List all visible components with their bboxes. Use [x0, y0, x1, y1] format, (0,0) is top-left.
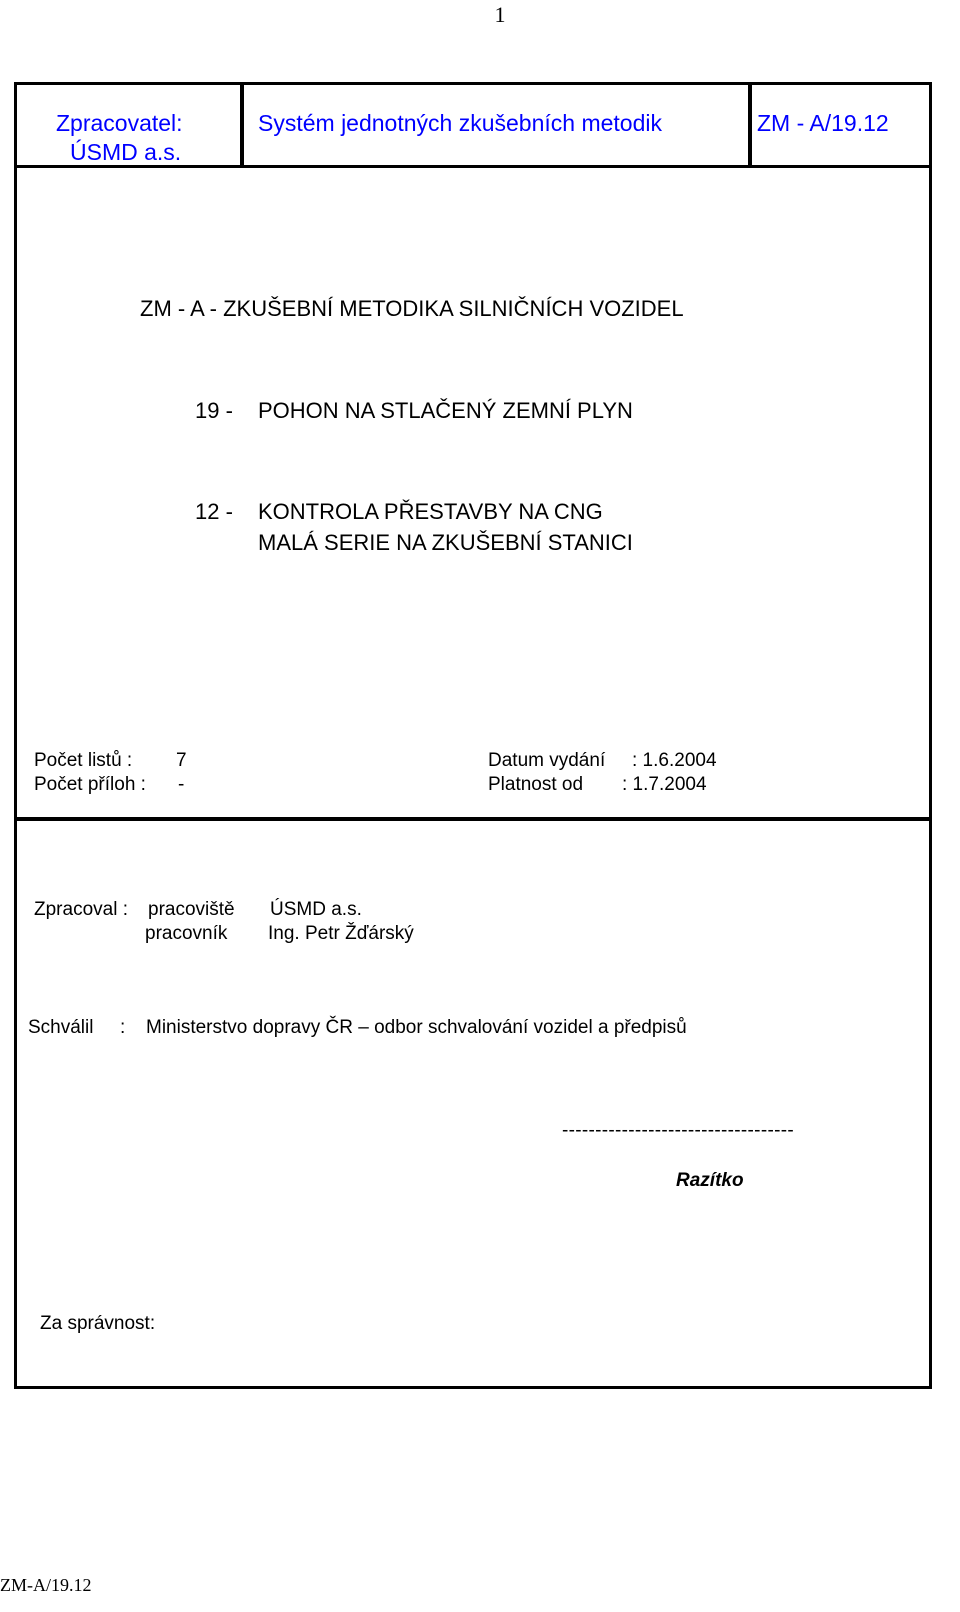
stamp-label: Razítko [676, 1170, 744, 1191]
header-document-code: ZM - A/19.12 [757, 110, 889, 136]
correctness-label: Za správnost: [40, 1313, 156, 1334]
section-number: 12 - [195, 499, 233, 524]
issue-date-label: Datum vydání [488, 750, 606, 771]
sheet-count-value: 7 [176, 750, 187, 771]
header-divider-left [240, 82, 244, 168]
page-number: 1 [494, 2, 506, 27]
worker-value: Ing. Petr Žďárský [268, 923, 414, 944]
worker-label: pracovník [145, 923, 228, 944]
attachment-count-label: Počet příloh : [34, 774, 146, 795]
sheet-count-label: Počet listů : [34, 750, 133, 771]
document-title: ZM - A - ZKUŠEBNÍ METODIKA SILNIČNÍCH VOZIDEL [140, 296, 684, 321]
approved-by-value: Ministerstvo dopravy ČR – odbor schvalování vozidel a předpisů [146, 1017, 687, 1038]
subtitle-number: 19 - [195, 398, 233, 423]
issue-date-value: : 1.6.2004 [632, 750, 717, 771]
section-divider [14, 817, 932, 821]
workplace-label: pracoviště [148, 899, 235, 920]
signature-line: ----------------------------------- [562, 1120, 794, 1141]
header-divider-right [748, 82, 752, 168]
approved-by-label: Schválil [28, 1017, 94, 1038]
valid-from-value: : 1.7.2004 [622, 774, 707, 795]
header-system-title: Systém jednotných zkušebních metodik [258, 110, 662, 136]
header-author-name: ÚSMD a.s. [70, 139, 182, 165]
header-author-label: Zpracovatel: [56, 110, 183, 136]
section-title-line1: KONTROLA PŘESTAVBY NA CNG [258, 499, 603, 524]
valid-from-label: Platnost od [488, 774, 584, 795]
approved-by-colon: : [120, 1017, 126, 1038]
processed-by-label: Zpracoval : [34, 899, 128, 920]
attachment-count-value: - [178, 774, 185, 795]
main-frame [14, 165, 932, 1389]
subtitle-text: POHON NA STLAČENÝ ZEMNÍ PLYN [258, 398, 633, 423]
workplace-value: ÚSMD a.s. [270, 899, 362, 920]
section-title-line2: MALÁ SERIE NA ZKUŠEBNÍ STANICI [258, 530, 633, 555]
footer-document-code: ZM-A/19.12 [0, 1575, 92, 1595]
